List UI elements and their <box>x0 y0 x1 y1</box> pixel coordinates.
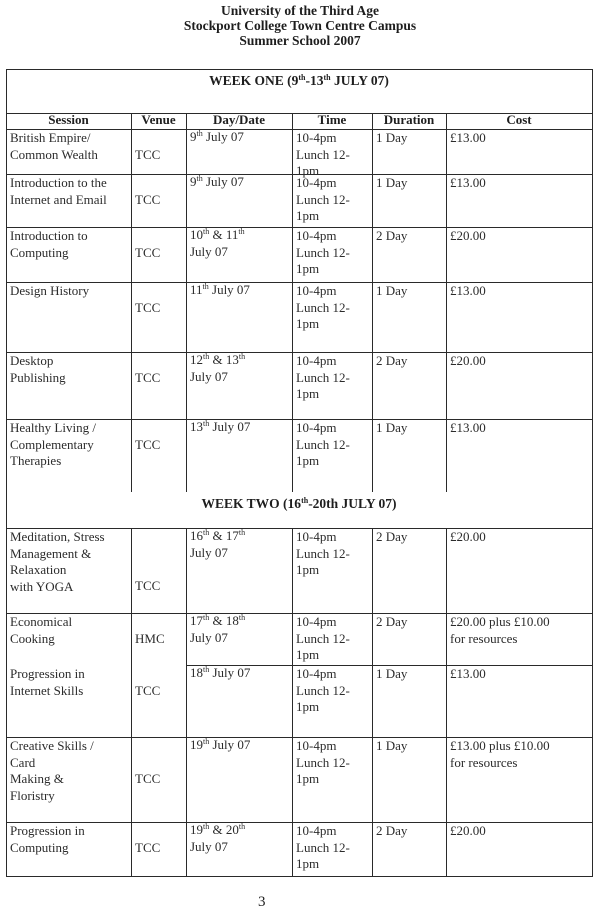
ordinal-suffix: th <box>238 613 246 622</box>
time: 10-4pm Lunch 12- 1pm <box>296 529 350 577</box>
time: 10-4pm Lunch 12- 1pm <box>296 823 350 871</box>
day-date <box>190 174 290 191</box>
column-divider <box>186 665 187 737</box>
ordinal-suffix: th <box>203 227 210 236</box>
text-part: July 07 <box>190 838 228 854</box>
text-part: July 07 <box>190 629 228 645</box>
column-divider <box>446 282 447 352</box>
day-date <box>190 822 290 855</box>
cost: £13.00 <box>450 420 486 435</box>
column-divider <box>372 174 373 227</box>
venue: TCC <box>135 146 161 162</box>
text-part: 11 <box>190 282 203 297</box>
column-divider <box>446 528 447 613</box>
duration: 1 Day <box>376 130 408 145</box>
page-number: 3 <box>258 894 266 910</box>
column-divider <box>131 352 132 419</box>
session-name: Progression in Internet Skills <box>10 666 85 698</box>
cost: £20.00 plus £10.00 for resources <box>450 614 550 646</box>
column-divider <box>186 282 187 352</box>
column-divider <box>292 419 293 492</box>
column-divider <box>446 174 447 227</box>
column-divider <box>372 419 373 492</box>
ordinal-suffix: th <box>203 613 210 622</box>
text-part: & 17 <box>209 528 239 543</box>
duration: 2 Day <box>376 353 408 368</box>
column-divider <box>446 352 447 419</box>
time: 10-4pm Lunch 12- 1pm <box>296 420 350 468</box>
text-part: July 07 <box>190 368 228 384</box>
column-divider <box>186 822 187 876</box>
ordinal-suffix: th <box>203 352 210 361</box>
ordinal-suffix: th <box>298 73 306 82</box>
column-header-duration: Duration <box>383 112 435 127</box>
session-name: Economical Cooking <box>10 614 73 646</box>
day-date <box>190 419 290 436</box>
ordinal-suffix: th <box>238 227 245 236</box>
text-part: July 07 <box>190 243 228 259</box>
text-part: & 13 <box>209 352 239 367</box>
column-header-time: Time <box>317 112 347 127</box>
venue: TCC <box>135 191 161 207</box>
ordinal-suffix: th <box>196 129 203 138</box>
day-date <box>190 528 290 561</box>
ordinal-suffix: th <box>196 174 203 183</box>
column-divider <box>372 352 373 419</box>
text-part: July 07 <box>190 544 228 560</box>
text-part: 10 <box>190 227 203 242</box>
column-divider <box>186 737 187 822</box>
column-divider <box>372 227 373 282</box>
text-part: & 18 <box>209 613 239 628</box>
duration: 2 Day <box>376 529 408 544</box>
text-part: 9 <box>190 174 197 189</box>
cost: £20.00 <box>450 529 486 544</box>
ordinal-suffix: th <box>203 665 210 674</box>
duration: 2 Day <box>376 614 408 629</box>
column-divider <box>446 665 447 737</box>
column-divider <box>131 528 132 613</box>
column-divider <box>372 113 373 129</box>
column-divider <box>131 113 132 129</box>
text-part: 19 <box>190 737 203 752</box>
doc-subtitle: Stockport College Town Centre Campus <box>183 18 417 33</box>
time: 10-4pm Lunch 12- 1pm <box>296 353 350 401</box>
text-part: -20th JULY 07) <box>308 496 397 511</box>
column-divider <box>186 528 187 613</box>
text-part: & 20 <box>209 822 239 837</box>
text-part: JULY 07) <box>330 73 389 88</box>
venue: TCC <box>135 578 161 593</box>
text-part: WEEK TWO (16 <box>201 496 302 511</box>
duration: 1 Day <box>376 738 408 753</box>
day-date <box>190 352 290 385</box>
week-heading <box>6 496 592 512</box>
text-part: 12 <box>190 352 203 367</box>
text-part: July 07 <box>202 174 244 189</box>
duration: 2 Day <box>376 228 408 243</box>
column-divider <box>292 129 293 174</box>
time: 10-4pm Lunch 12- 1pm <box>296 666 350 714</box>
text-part: July 07 <box>209 419 251 434</box>
session-name: Healthy Living / Complementary Therapies <box>10 420 96 468</box>
venue: TCC <box>135 244 161 260</box>
column-divider <box>292 822 293 876</box>
day-date <box>190 227 290 260</box>
day-date <box>190 129 290 146</box>
column-divider <box>292 174 293 227</box>
ordinal-suffix: th <box>323 73 331 82</box>
text-part: July 07 <box>208 282 250 297</box>
duration: 2 Day <box>376 823 408 838</box>
session-name: Creative Skills / Card Making & Floristry <box>10 738 94 803</box>
text-part: 16 <box>190 528 203 543</box>
cost: £13.00 <box>450 283 486 298</box>
session-name: Desktop Publishing <box>10 353 66 385</box>
column-divider <box>6 69 7 877</box>
column-divider <box>372 129 373 174</box>
doc-title: University of the Third Age <box>221 3 379 18</box>
duration: 1 Day <box>376 175 408 190</box>
day-date <box>190 737 290 754</box>
column-header-cost: Cost <box>506 112 532 127</box>
column-divider <box>131 227 132 282</box>
column-divider <box>131 419 132 492</box>
ordinal-suffix: th <box>238 352 246 361</box>
text-part: July 07 <box>202 129 244 144</box>
text-part: July 07 <box>209 665 251 680</box>
column-header-day-date: Day/Date <box>213 112 265 127</box>
column-divider <box>292 528 293 613</box>
session-name: Introduction to the Internet and Email <box>10 175 107 207</box>
column-divider <box>131 737 132 822</box>
session-name: Design History <box>10 283 90 298</box>
column-divider <box>186 352 187 419</box>
column-divider <box>131 822 132 876</box>
time: 10-4pm Lunch 12- 1pm <box>296 283 350 331</box>
duration: 1 Day <box>376 283 408 298</box>
column-divider <box>372 665 373 737</box>
row-divider <box>6 876 593 877</box>
text-part: -13 <box>305 73 324 88</box>
column-divider <box>186 113 187 129</box>
column-divider <box>446 613 447 665</box>
ordinal-suffix: th <box>203 528 210 537</box>
column-header-venue: Venue <box>141 112 176 127</box>
cost: £20.00 <box>450 823 486 838</box>
time: 10-4pm Lunch 12- 1pm <box>296 228 350 276</box>
column-divider <box>292 113 293 129</box>
duration: 1 Day <box>376 666 408 681</box>
row-divider <box>6 69 593 70</box>
cost: £13.00 <box>450 130 486 145</box>
text-part: 9 <box>190 129 197 144</box>
column-divider <box>292 282 293 352</box>
column-divider <box>186 174 187 227</box>
ordinal-suffix: th <box>203 822 210 831</box>
column-divider <box>292 665 293 737</box>
column-divider <box>292 227 293 282</box>
column-divider <box>446 129 447 174</box>
venue: HMC <box>135 630 165 646</box>
ordinal-suffix: th <box>238 528 246 537</box>
text-part: 17 <box>190 613 203 628</box>
venue: TCC <box>135 682 161 698</box>
column-divider <box>372 528 373 613</box>
venue: TCC <box>135 369 161 385</box>
column-divider <box>186 419 187 492</box>
column-divider <box>292 613 293 665</box>
column-divider <box>292 737 293 822</box>
cost: £20.00 <box>450 353 486 368</box>
session-name: Introduction to Computing <box>10 228 88 260</box>
column-divider <box>131 129 132 174</box>
column-divider <box>186 129 187 174</box>
venue: TCC <box>135 839 161 855</box>
column-divider <box>131 665 132 737</box>
session-name: British Empire/ Common Wealth <box>10 130 98 162</box>
session-name: Meditation, Stress Management & Relaxation with YOGA <box>10 529 105 594</box>
column-divider <box>131 613 132 665</box>
column-divider <box>131 174 132 227</box>
duration: 1 Day <box>376 420 408 435</box>
column-divider <box>446 227 447 282</box>
column-divider <box>186 613 187 665</box>
column-divider <box>446 113 447 129</box>
column-divider <box>186 227 187 282</box>
ordinal-suffix: th <box>202 282 209 291</box>
venue: TCC <box>135 436 161 452</box>
cost: £13.00 <box>450 666 486 681</box>
day-date <box>190 282 290 299</box>
week-heading <box>6 73 592 89</box>
ordinal-suffix: th <box>238 822 246 831</box>
ordinal-suffix: th <box>301 496 309 505</box>
text-part: 13 <box>190 419 203 434</box>
text-part: 19 <box>190 822 203 837</box>
cost: £13.00 plus £10.00 for resources <box>450 738 550 770</box>
venue: TCC <box>135 771 161 786</box>
text-part: 18 <box>190 665 203 680</box>
ordinal-suffix: th <box>203 737 210 746</box>
column-divider <box>446 737 447 822</box>
cost: £13.00 <box>450 175 486 190</box>
column-divider <box>446 419 447 492</box>
time: 10-4pm Lunch 12- 1pm <box>296 175 350 223</box>
day-date <box>190 665 290 682</box>
time: 10-4pm Lunch 12- 1pm <box>296 614 350 662</box>
column-divider <box>372 737 373 822</box>
column-divider <box>292 352 293 419</box>
column-divider <box>592 69 593 877</box>
column-divider <box>446 822 447 876</box>
column-header-session: Session <box>48 112 89 127</box>
time: 10-4pm Lunch 12- 1pm <box>296 130 350 178</box>
venue: TCC <box>135 299 161 315</box>
ordinal-suffix: th <box>203 419 210 428</box>
day-date <box>190 613 290 646</box>
text-part: WEEK ONE (9 <box>209 73 299 88</box>
column-divider <box>372 613 373 665</box>
column-divider <box>372 282 373 352</box>
column-divider <box>372 822 373 876</box>
text-part: & 11 <box>209 227 239 242</box>
session-name: Progression in Computing <box>10 823 85 855</box>
text-part: July 07 <box>209 737 251 752</box>
time: 10-4pm Lunch 12- 1pm <box>296 738 350 786</box>
doc-event: Summer School 2007 <box>239 33 361 48</box>
cost: £20.00 <box>450 228 486 243</box>
column-divider <box>131 282 132 352</box>
